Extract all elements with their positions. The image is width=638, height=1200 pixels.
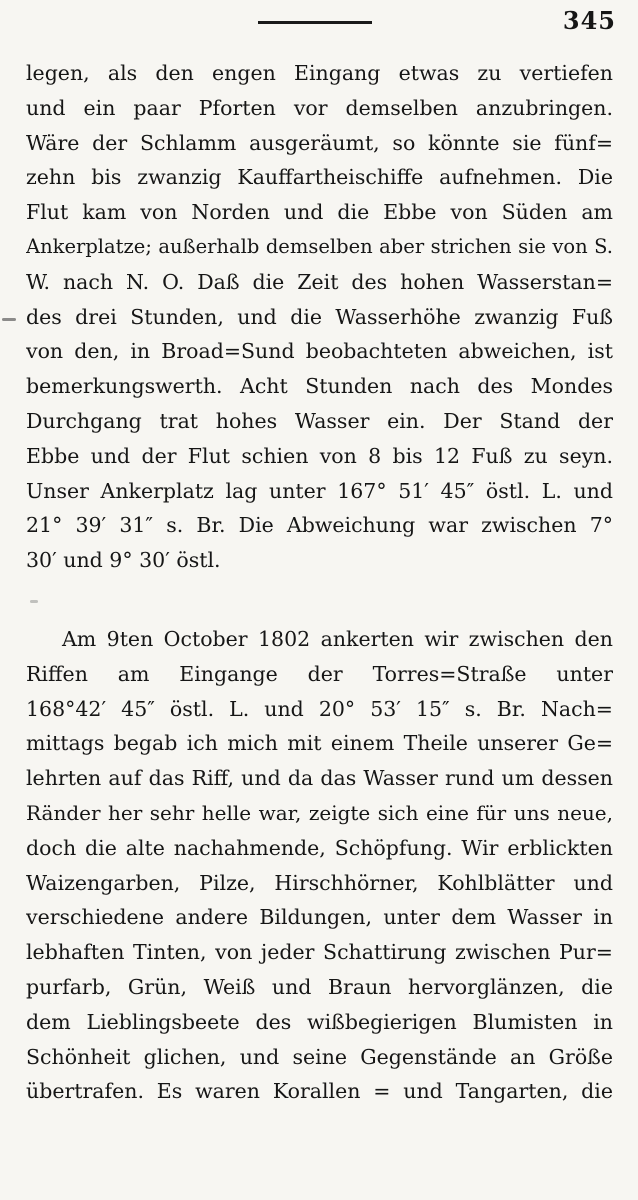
text-line: 30′ und 9° 30′ östl. <box>26 548 221 573</box>
page-number: 345 <box>562 6 616 35</box>
text-line: Riffen am Eingange der Torres=Straße unter <box>26 661 613 686</box>
text-line: 168°42′ 45″ östl. L. und 20° 53′ 15″ s. Br. Nach= <box>26 696 613 721</box>
text-line: zehn bis zwanzig Kauffartheischiffe aufnehmen. Die <box>26 165 613 190</box>
text-line: Am 9ten October 1802 ankerten wir zwischen den <box>62 627 613 651</box>
paragraph <box>26 622 613 1109</box>
text-line: Schönheit glichen, und seine Gegenstände an Größe <box>26 1044 613 1069</box>
text-line: Durchgang trat hohes Wasser ein. Der Stand der <box>26 408 613 433</box>
text-line: lebhaften Tinten, von jeder Schattirung zwischen Pur= <box>26 940 613 965</box>
header-rule <box>258 21 372 24</box>
text-line: dem Lieblingsbeete des wißbegierigen Blumisten in <box>26 1009 613 1034</box>
text-line: purfarb, Grün, Weiß und Braun hervorglänzen, die <box>26 974 613 999</box>
text-line: 21° 39′ 31″ s. Br. Die Abweichung war zwischen 7° <box>26 513 613 538</box>
text-line: Ebbe und der Flut schien von 8 bis 12 Fuß zu seyn. <box>26 443 613 468</box>
ink-smudge <box>2 318 16 321</box>
text-line: doch die alte nachahmende, Schöpfung. Wir erblickten <box>26 835 613 860</box>
text-line: mittags begab ich mich mit einem Theile unserer Ge= <box>26 731 613 756</box>
text-line: und ein paar Pforten vor demselben anzubringen. <box>26 95 613 120</box>
text-line: übertrafen. Es waren Korallen = und Tangarten, die <box>26 1079 613 1104</box>
text-line: bemerkungswerth. Acht Stunden nach des Mondes <box>26 374 613 399</box>
text-line: Ankerplatze; außerhalb demselben aber strichen sie von S. <box>26 234 613 258</box>
paragraph <box>26 56 613 578</box>
text-line: von den, in Broad=Sund beobachteten abweichen, ist <box>26 339 613 364</box>
text-line: Ränder her sehr helle war, zeigte sich eine für uns neue, <box>26 800 613 825</box>
text-line: W. nach N. O. Daß die Zeit des hohen Wasserstan= <box>26 269 613 294</box>
text-line: Flut kam von Norden und die Ebbe von Süden am <box>26 200 613 225</box>
text-line: Wäre der Schlamm ausgeräumt, so könnte sie fünf= <box>26 130 613 155</box>
text-line: lehrten auf das Riff, und da das Wasser rund um dessen <box>26 766 613 791</box>
text-line: des drei Stunden, und die Wasserhöhe zwanzig Fuß <box>26 304 613 329</box>
ink-smudge <box>30 600 38 603</box>
text-line: legen, als den engen Eingang etwas zu vertiefen <box>26 61 613 85</box>
text-line: Unser Ankerplatz lag unter 167° 51′ 45″ östl. L. und <box>26 478 613 503</box>
text-line: Waizengarben, Pilze, Hirschhörner, Kohlblätter und <box>26 870 613 895</box>
text-line: verschiedene andere Bildungen, unter dem Wasser in <box>26 905 613 930</box>
